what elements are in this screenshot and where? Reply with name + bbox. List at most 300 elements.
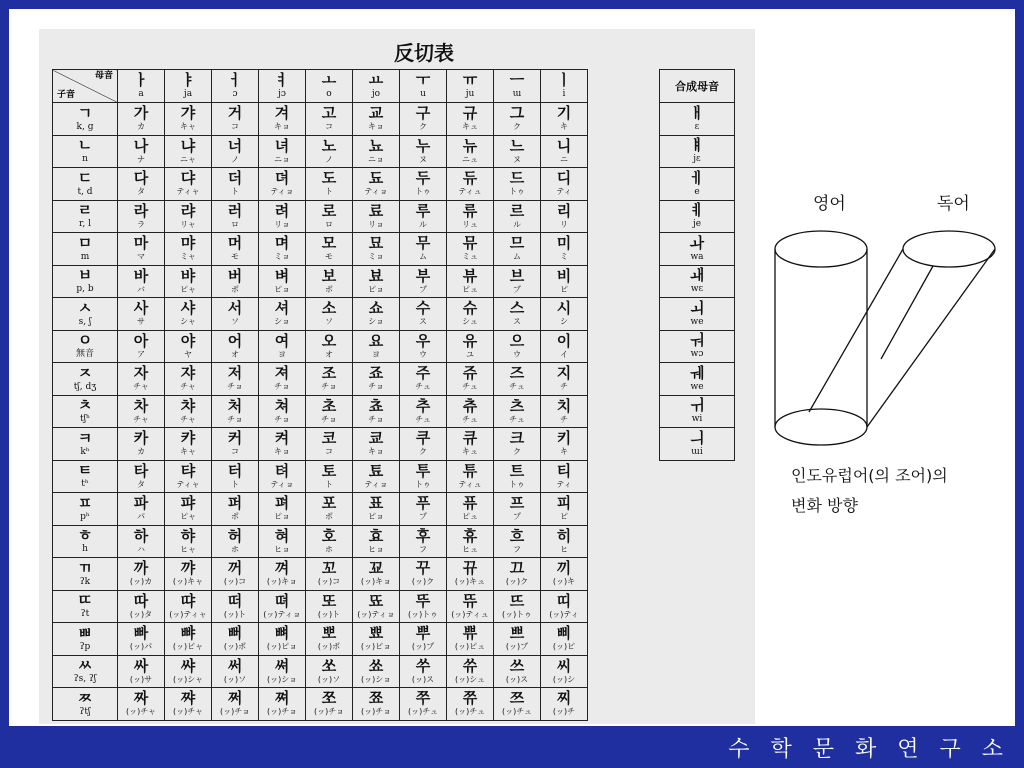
vowel-header-row [53, 70, 588, 103]
german-cylinder-top [903, 231, 995, 267]
syllable-cell [400, 655, 447, 688]
syllable-hangul: 녀 [274, 136, 290, 155]
syllable-hangul: 슈 [462, 299, 478, 318]
syllable-katakana: キョ [274, 447, 290, 457]
syllable-hangul: 저 [227, 364, 243, 383]
syllable-katakana: ティュ [458, 187, 482, 197]
syllable-cell [494, 395, 541, 428]
syllable-katakana: ロ [231, 219, 239, 229]
syllable-hangul: 뷰 [462, 266, 478, 285]
syllable-cell [212, 525, 259, 558]
syllable-cell [306, 395, 353, 428]
compound-hangul: ㅚ [689, 298, 705, 317]
syllable-cell [541, 688, 588, 721]
syllable-hangul: 코 [321, 429, 337, 448]
vowel-hangul: ㅓ [227, 71, 243, 89]
cylinder-base [775, 409, 867, 445]
syllable-hangul: 디 [556, 169, 572, 188]
syllable-cell [118, 168, 165, 201]
syllable-hangul: 키 [556, 429, 572, 448]
syllable-katakana: カ [137, 122, 145, 132]
syllable-hangul: 호 [321, 526, 337, 545]
vowel-header-cell [494, 70, 541, 103]
consonant-romanization: k, g [76, 121, 94, 132]
syllable-katakana: ミョ [274, 252, 290, 262]
syllable-cell [165, 395, 212, 428]
syllable-hangul: 짜 [133, 689, 149, 708]
syllable-cell [165, 200, 212, 233]
table-row [53, 200, 588, 233]
syllable-cell [541, 363, 588, 396]
syllable-katakana: キョ [368, 447, 384, 457]
syllable-cell [165, 363, 212, 396]
syllable-cell [212, 135, 259, 168]
syllable-katakana: ピュ [462, 512, 478, 522]
syllable-hangul: 아 [133, 331, 149, 350]
syllable-katakana: (ッ)チュ [407, 707, 438, 717]
syllable-cell [353, 200, 400, 233]
vowel-hangul: ㅡ [509, 71, 525, 89]
syllable-katakana: リュ [462, 219, 478, 229]
syllable-katakana: キュ [462, 122, 478, 132]
syllable-katakana: チョ [274, 382, 290, 392]
vowel-romanization: jo [371, 89, 381, 99]
syllable-cell [400, 298, 447, 331]
compound-hangul: ㅙ [689, 266, 705, 285]
compound-row [660, 200, 735, 233]
syllable-katakana: ヒ [560, 544, 568, 554]
syllable-katakana: (ッ)ティュ [451, 609, 489, 619]
consonant-hangul: ㅂ [77, 266, 93, 285]
syllable-cell [306, 135, 353, 168]
syllable-katakana: ティ [556, 187, 572, 197]
syllable-katakana: (ッ)プ [505, 642, 529, 652]
syllable-cell [541, 135, 588, 168]
syllable-hangul: 스 [509, 299, 525, 318]
syllable-katakana: (ッ)ポ [223, 642, 247, 652]
syllable-katakana: ナ [137, 154, 145, 164]
syllable-hangul: 미 [556, 234, 572, 253]
syllable-katakana: ヨ [372, 349, 380, 359]
table-row [53, 558, 588, 591]
syllable-katakana: ピ [560, 512, 568, 522]
corner-consonant-label: 子音 [57, 90, 76, 100]
compound-romanization: je [692, 219, 702, 230]
syllable-hangul: 트 [509, 461, 525, 480]
consonant-romanization: ʔtʃ [79, 706, 91, 717]
syllable-katakana: ソ [231, 317, 239, 327]
syllable-katakana: ヌ [513, 154, 521, 164]
syllable-katakana: チャ [133, 382, 149, 392]
consonant-cell [53, 168, 118, 201]
syllable-katakana: ヒョ [274, 544, 290, 554]
consonant-romanization: m [80, 251, 90, 262]
syllable-hangul: 죠 [368, 364, 384, 383]
syllable-katakana: ソ [325, 317, 333, 327]
syllable-cell [259, 525, 306, 558]
syllable-cell [447, 330, 494, 363]
vowel-hangul: ㅕ [274, 71, 290, 89]
syllable-cell [353, 265, 400, 298]
syllable-hangul: 후 [415, 526, 431, 545]
syllable-hangul: 쀼 [462, 624, 478, 643]
syllable-cell [447, 135, 494, 168]
syllable-katakana: (ッ)キャ [172, 577, 204, 587]
syllable-cell [447, 623, 494, 656]
syllable-katakana: (ッ)カ [129, 577, 153, 587]
consonant-hangul: ㄷ [77, 168, 93, 187]
syllable-cell [494, 590, 541, 623]
syllable-katakana: ニャ [180, 154, 196, 164]
syllable-cell [541, 330, 588, 363]
syllable-katakana: チュ [415, 414, 431, 424]
compound-row [660, 330, 735, 363]
vowel-header-cell [541, 70, 588, 103]
syllable-hangul: 셔 [274, 299, 290, 318]
syllable-katakana: ポ [325, 512, 333, 522]
syllable-hangul: 쵸 [368, 396, 384, 415]
syllable-cell [353, 590, 400, 623]
syllable-katakana: プ [513, 512, 521, 522]
syllable-katakana: (ッ)ピュ [454, 642, 486, 652]
syllable-cell [400, 200, 447, 233]
syllable-hangul: 터 [227, 461, 243, 480]
syllable-hangul: 져 [274, 364, 290, 383]
syllable-hangul: 포 [321, 494, 337, 513]
syllable-hangul: 텨 [274, 461, 290, 480]
syllable-cell [118, 460, 165, 493]
syllable-katakana: ミャ [180, 252, 196, 262]
syllable-hangul: 서 [227, 299, 243, 318]
syllable-katakana: カ [137, 447, 145, 457]
syllable-cell [259, 330, 306, 363]
vowel-header-cell [306, 70, 353, 103]
syllable-cell [212, 298, 259, 331]
syllable-hangul: 고 [321, 104, 337, 123]
syllable-hangul: 뱌 [180, 266, 196, 285]
syllable-katakana: ト [325, 479, 333, 489]
syllable-hangul: 푸 [415, 494, 431, 513]
syllable-cell [353, 428, 400, 461]
syllable-katakana: (ッ)キュ [454, 577, 486, 587]
syllable-hangul: 뮤 [462, 234, 478, 253]
syllable-katakana: (ッ)キ [552, 577, 576, 587]
compound-vowel-cell [660, 265, 735, 298]
syllable-cell [541, 395, 588, 428]
table-row [53, 655, 588, 688]
vowel-header-cell [259, 70, 306, 103]
syllable-cell [447, 590, 494, 623]
syllable-cell [212, 688, 259, 721]
syllable-hangul: 누 [415, 136, 431, 155]
syllable-cell [400, 460, 447, 493]
syllable-hangul: 이 [556, 331, 572, 350]
syllable-cell [353, 363, 400, 396]
table-row [53, 233, 588, 266]
syllable-hangul: 히 [556, 526, 572, 545]
syllable-hangul: 프 [509, 494, 525, 513]
syllable-katakana: (ッ)チャ [172, 707, 203, 717]
syllable-cell [118, 688, 165, 721]
syllable-hangul: 쪄 [274, 689, 290, 708]
compound-vowel-cell [660, 363, 735, 396]
syllable-katakana: (ッ)ピャ [172, 642, 204, 652]
syllable-katakana: トゥ [509, 479, 525, 489]
syllable-hangul: 땨 [180, 591, 196, 610]
syllable-cell [165, 233, 212, 266]
consonant-hangul: ㅇ [77, 331, 93, 350]
syllable-hangul: 샤 [180, 299, 196, 318]
vowel-hangul: ㅜ [415, 71, 431, 89]
syllable-cell [400, 103, 447, 136]
syllable-katakana: シュ [462, 317, 478, 327]
syllable-hangul: 더 [227, 169, 243, 188]
syllable-cell [118, 363, 165, 396]
syllable-katakana: ト [231, 187, 239, 197]
syllable-hangul: 까 [133, 559, 149, 578]
vowel-romanization: o [326, 89, 332, 99]
caption-line-1: 인도유럽어(의 조어)의 [791, 466, 948, 485]
syllable-cell [541, 525, 588, 558]
syllable-katakana: チョ [274, 414, 290, 424]
syllable-cell [306, 200, 353, 233]
syllable-hangul: 댜 [180, 169, 196, 188]
syllable-cell [447, 363, 494, 396]
syllable-katakana: ト [231, 479, 239, 489]
syllable-hangul: 탸 [180, 461, 196, 480]
consonant-hangul: ㅁ [77, 233, 93, 252]
syllable-hangul: 햐 [180, 526, 196, 545]
syllable-hangul: 기 [556, 104, 572, 123]
syllable-cell [447, 493, 494, 526]
syllable-katakana: ピャ [180, 512, 196, 522]
syllable-katakana: (ッ)チョ [219, 707, 250, 717]
syllable-hangul: 퍼 [227, 494, 243, 513]
syllable-hangul: 쇼 [368, 299, 384, 318]
syllable-katakana: ミュ [462, 252, 478, 262]
syllable-katakana: シャ [180, 317, 196, 327]
consonant-romanization: tʃʰ [80, 414, 90, 425]
syllable-hangul: 껴 [274, 559, 290, 578]
syllable-cell [541, 655, 588, 688]
syllable-hangul: 그 [509, 104, 525, 123]
syllable-katakana: ピュ [462, 284, 478, 294]
syllable-cell [212, 428, 259, 461]
syllable-cell [118, 590, 165, 623]
vowel-header-cell [400, 70, 447, 103]
syllable-cell [259, 103, 306, 136]
german-label: 독어 [937, 194, 970, 214]
syllable-katakana: ク [419, 447, 427, 457]
syllable-hangul: 처 [227, 396, 243, 415]
footer-bar [0, 726, 1024, 768]
syllable-hangul: 꼬 [321, 559, 337, 578]
syllable-cell [494, 428, 541, 461]
syllable-cell [212, 460, 259, 493]
syllable-cell [165, 265, 212, 298]
syllable-hangul: 오 [321, 331, 337, 350]
consonant-romanization: ʔs, ʔʃ [73, 674, 97, 685]
syllable-katakana: ラ [137, 219, 145, 229]
syllable-cell [259, 363, 306, 396]
syllable-cell [447, 103, 494, 136]
syllable-cell [259, 135, 306, 168]
syllable-cell [306, 168, 353, 201]
syllable-cell [212, 200, 259, 233]
compound-romanization: wa [690, 251, 704, 262]
syllable-cell [118, 655, 165, 688]
syllable-katakana: キョ [274, 122, 290, 132]
syllable-katakana: (ッ)チョ [360, 707, 391, 717]
compound-vowel-cell [660, 103, 735, 136]
syllable-cell [541, 200, 588, 233]
syllable-hangul: 뾰 [368, 624, 384, 643]
syllable-cell [494, 298, 541, 331]
syllable-cell [118, 200, 165, 233]
vowel-hangul: ㅑ [180, 71, 196, 89]
syllable-katakana: リョ [274, 219, 290, 229]
syllable-hangul: 니 [556, 136, 572, 155]
syllable-hangul: 요 [368, 331, 384, 350]
consonant-romanization: ʔk [79, 576, 91, 587]
syllable-cell [400, 265, 447, 298]
syllable-hangul: 뉴 [462, 136, 478, 155]
syllable-katakana: ホ [325, 544, 333, 554]
syllable-katakana: (ッ)チャ [125, 707, 156, 717]
vowel-romanization: ja [183, 89, 193, 99]
syllable-hangul: 려 [274, 201, 290, 220]
syllable-cell [165, 655, 212, 688]
syllable-cell [447, 168, 494, 201]
consonant-cell [53, 655, 118, 688]
consonant-cell [53, 298, 118, 331]
syllable-cell [306, 330, 353, 363]
syllable-katakana: ス [513, 317, 521, 327]
syllable-hangul: 뀨 [462, 559, 478, 578]
syllable-hangul: 차 [133, 396, 149, 415]
consonant-cell [53, 688, 118, 721]
syllable-hangul: 지 [556, 364, 572, 383]
compound-row [660, 233, 735, 266]
syllable-hangul: 뚀 [368, 591, 384, 610]
syllable-cell [353, 558, 400, 591]
syllable-cell [494, 688, 541, 721]
consonant-cell [53, 460, 118, 493]
syllable-cell [353, 298, 400, 331]
syllable-hangul: 허 [227, 526, 243, 545]
syllable-hangul: 바 [133, 266, 149, 285]
syllable-katakana: チュ [415, 382, 431, 392]
syllable-hangul: 쿄 [368, 429, 384, 448]
syllable-hangul: 카 [133, 429, 149, 448]
syllable-cell [259, 168, 306, 201]
syllable-katakana: ピャ [180, 284, 196, 294]
syllable-cell [165, 688, 212, 721]
syllable-katakana: ミョ [368, 252, 384, 262]
syllable-cell [118, 233, 165, 266]
table-row [53, 395, 588, 428]
syllable-katakana: (ッ)ス [411, 674, 435, 684]
vowel-header-cell [212, 70, 259, 103]
vowel-romanization: ju [465, 89, 475, 99]
syllable-cell [212, 168, 259, 201]
vowel-header-cell [118, 70, 165, 103]
compound-vowel-cell [660, 168, 735, 201]
syllable-hangul: 뜨 [509, 591, 525, 610]
syllable-katakana: ピ [560, 284, 568, 294]
syllable-katakana: (ッ)ティャ [169, 609, 207, 619]
syllable-katakana: (ッ)ティ [549, 609, 579, 619]
diagram-caption [791, 461, 948, 521]
vowel-romanization: i [562, 89, 566, 99]
syllable-katakana: ピョ [274, 512, 290, 522]
corner-vowel-label: 母音 [94, 71, 113, 81]
compound-romanization: we [690, 316, 704, 327]
consonant-romanization: r, l [79, 219, 91, 230]
syllable-hangul: 브 [509, 266, 525, 285]
syllable-katakana: タ [137, 479, 145, 489]
syllable-hangul: 삐 [556, 624, 572, 643]
compound-row [660, 363, 735, 396]
syllable-cell [353, 233, 400, 266]
syllable-hangul: 커 [227, 429, 243, 448]
syllable-hangul: 머 [227, 234, 243, 253]
syllable-katakana: チョ [227, 414, 243, 424]
syllable-hangul: 보 [321, 266, 337, 285]
syllable-hangul: 루 [415, 201, 431, 220]
syllable-hangul: 쓔 [462, 656, 478, 675]
syllable-hangul: 갸 [180, 104, 196, 123]
syllable-cell [447, 460, 494, 493]
vowel-hangul: ㅏ [133, 71, 149, 89]
consonant-hangul: ㄲ [77, 558, 93, 577]
syllable-hangul: 드 [509, 169, 525, 188]
syllable-hangul: 튜 [462, 461, 478, 480]
syllable-katakana: (ッ)キョ [266, 577, 298, 587]
consonant-cell [53, 103, 118, 136]
syllable-katakana: ポ [231, 284, 239, 294]
syllable-katakana: ル [419, 219, 427, 229]
syllable-cell [259, 655, 306, 688]
consonant-romanization: s, ʃ [78, 316, 92, 327]
syllable-hangul: 토 [321, 461, 337, 480]
syllable-katakana: (ッ)プ [411, 642, 435, 652]
consonant-cell [53, 558, 118, 591]
syllable-cell [212, 655, 259, 688]
syllable-katakana: ホ [231, 544, 239, 554]
syllable-hangul: 조 [321, 364, 337, 383]
consonant-hangul: ㅍ [77, 493, 93, 512]
syllable-katakana: ショ [368, 317, 384, 327]
syllable-cell [400, 168, 447, 201]
syllable-hangul: 씨 [556, 656, 572, 675]
compound-romanization: ɛ [694, 121, 700, 132]
compound-romanization: wi [691, 414, 703, 425]
syllable-cell [306, 493, 353, 526]
syllable-cell [494, 233, 541, 266]
syllable-katakana: (ッ)ショ [266, 674, 298, 684]
syllable-katakana: キャ [180, 447, 196, 457]
syllable-cell [306, 363, 353, 396]
syllable-cell [165, 103, 212, 136]
syllable-hangul: 끄 [509, 559, 525, 578]
syllable-katakana: チ [560, 382, 568, 392]
syllable-katakana: ロ [325, 219, 333, 229]
syllable-katakana: (ッ)シャ [172, 674, 204, 684]
consonant-romanization: kʰ [80, 446, 90, 457]
syllable-hangul: 뿌 [415, 624, 431, 643]
syllable-katakana: ピョ [368, 512, 384, 522]
